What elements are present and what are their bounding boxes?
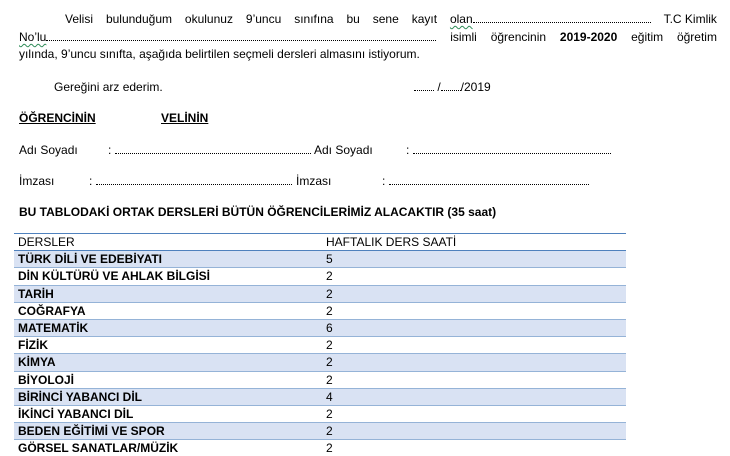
course-name: FİZİK bbox=[18, 338, 48, 353]
text-ogrencinin: öğrencinin bbox=[490, 30, 547, 44]
course-name: TÜRK DİLİ VE EDEBİYATI bbox=[14, 251, 322, 268]
course-hours: 2 bbox=[326, 338, 333, 353]
text-velisi: Velisi bbox=[65, 12, 94, 26]
text-kayit: kayıt bbox=[411, 12, 438, 26]
blank-dots-2 bbox=[46, 40, 436, 41]
text-okulunuz: okulunuz bbox=[184, 12, 233, 26]
parent-sign-blank-line bbox=[389, 184, 589, 185]
table-row bbox=[14, 319, 626, 336]
course-hours: 2 bbox=[326, 372, 333, 387]
colon: : bbox=[108, 143, 112, 157]
course-hours: 2 bbox=[326, 269, 333, 284]
course-name: KİMYA bbox=[14, 354, 322, 371]
id-number-blank bbox=[19, 30, 436, 44]
student-header: ÖĞRENCİNİN bbox=[19, 111, 96, 125]
table-row bbox=[14, 405, 626, 422]
course-name: BİRİNCİ YABANCI DİL bbox=[14, 388, 322, 405]
parent-name-label: Adı Soyadı bbox=[314, 143, 373, 157]
text-sinifina: sınıfına bbox=[294, 12, 334, 26]
text-bu: bu bbox=[346, 12, 360, 26]
student-name-blank bbox=[450, 12, 651, 26]
course-hours: 2 bbox=[322, 285, 626, 302]
table-row bbox=[14, 251, 626, 268]
text-bulundugum: bulunduğum bbox=[105, 12, 172, 26]
colon: : bbox=[382, 174, 386, 188]
table-row bbox=[14, 354, 626, 371]
text-9uncu: 9’uncu bbox=[245, 12, 282, 26]
table-row bbox=[14, 440, 626, 456]
student-sign-blank-line bbox=[96, 184, 292, 185]
course-hours: 2 bbox=[326, 406, 333, 421]
parent-sign-field bbox=[382, 174, 589, 188]
course-hours: 2 bbox=[322, 423, 626, 440]
student-sign-field bbox=[89, 174, 292, 188]
text-sene: sene bbox=[372, 12, 399, 26]
text-egitim: eğitim bbox=[631, 30, 664, 44]
text-nolu: No’lu bbox=[19, 30, 47, 44]
colon: : bbox=[89, 174, 93, 188]
blank-dots-1 bbox=[473, 22, 651, 23]
course-hours: 2 bbox=[322, 354, 626, 371]
text-isimli: isimli bbox=[450, 30, 477, 44]
course-hours: 2 bbox=[326, 303, 333, 318]
table-row bbox=[14, 268, 626, 285]
parent-name-field bbox=[406, 143, 611, 157]
colon: : bbox=[406, 143, 410, 157]
table-row bbox=[14, 285, 626, 302]
course-name: İKİNCİ YABANCI DİL bbox=[18, 406, 134, 421]
course-name: BEDEN EĞİTİMİ VE SPOR bbox=[14, 423, 322, 440]
table-row bbox=[14, 423, 626, 440]
parent-sign-label: İmzası bbox=[296, 174, 332, 188]
course-name: DİN KÜLTÜRÜ VE AHLAK BİLGİSİ bbox=[18, 269, 210, 284]
course-hours: 5 bbox=[322, 251, 626, 268]
table-row bbox=[14, 302, 626, 319]
student-name-label: Adı Soyadı bbox=[19, 143, 78, 157]
date-month-blank bbox=[441, 90, 461, 91]
course-name: GÖRSEL SANATLAR/MÜZİK bbox=[18, 441, 179, 456]
course-hours: 4 bbox=[322, 388, 626, 405]
course-name: COĞRAFYA bbox=[18, 303, 86, 318]
table-title: BU TABLODAKİ ORTAK DERSLERİ BÜTÜN ÖĞRENCİLERİMİZ ALACAKTIR (35 saat) bbox=[19, 205, 497, 219]
student-name-blank-line bbox=[115, 153, 311, 154]
date-day-blank bbox=[414, 90, 434, 91]
course-table bbox=[14, 233, 626, 456]
paragraph-line-1 bbox=[19, 12, 717, 26]
header-hours: HAFTALIK DERS SAATİ bbox=[322, 234, 626, 251]
text-ogretim: öğretim bbox=[676, 30, 717, 44]
paragraph-line-2 bbox=[19, 30, 717, 44]
text-tc-kimlik: T.C Kimlik bbox=[663, 12, 717, 26]
date-field: / /2019 bbox=[414, 80, 491, 94]
course-hours: 6 bbox=[322, 319, 626, 336]
course-name: MATEMATİK bbox=[14, 319, 322, 336]
table-header-row bbox=[14, 234, 626, 251]
course-name: BİYOLOJİ bbox=[18, 372, 75, 387]
parent-header: VELİNİN bbox=[161, 111, 209, 125]
request-text: Gereğini arz ederim. bbox=[54, 80, 163, 94]
date-year: /2019 bbox=[460, 80, 491, 94]
parent-name-blank-line bbox=[413, 153, 611, 154]
text-olan: olan bbox=[449, 12, 473, 26]
header-course: DERSLER bbox=[14, 234, 322, 251]
student-name-field bbox=[108, 143, 311, 157]
text-year: 2019-2020 bbox=[559, 30, 618, 44]
course-hours: 2 bbox=[326, 441, 333, 456]
table-row bbox=[14, 371, 626, 388]
student-sign-label: İmzası bbox=[19, 174, 55, 188]
table-row bbox=[14, 388, 626, 405]
table-row bbox=[14, 337, 626, 354]
course-name: TARİH bbox=[14, 285, 322, 302]
paragraph-line-3: yılında, 9’uncu sınıfta, aşağıda belirtilen seçmeli dersleri almasını istiyorum. bbox=[19, 47, 420, 61]
